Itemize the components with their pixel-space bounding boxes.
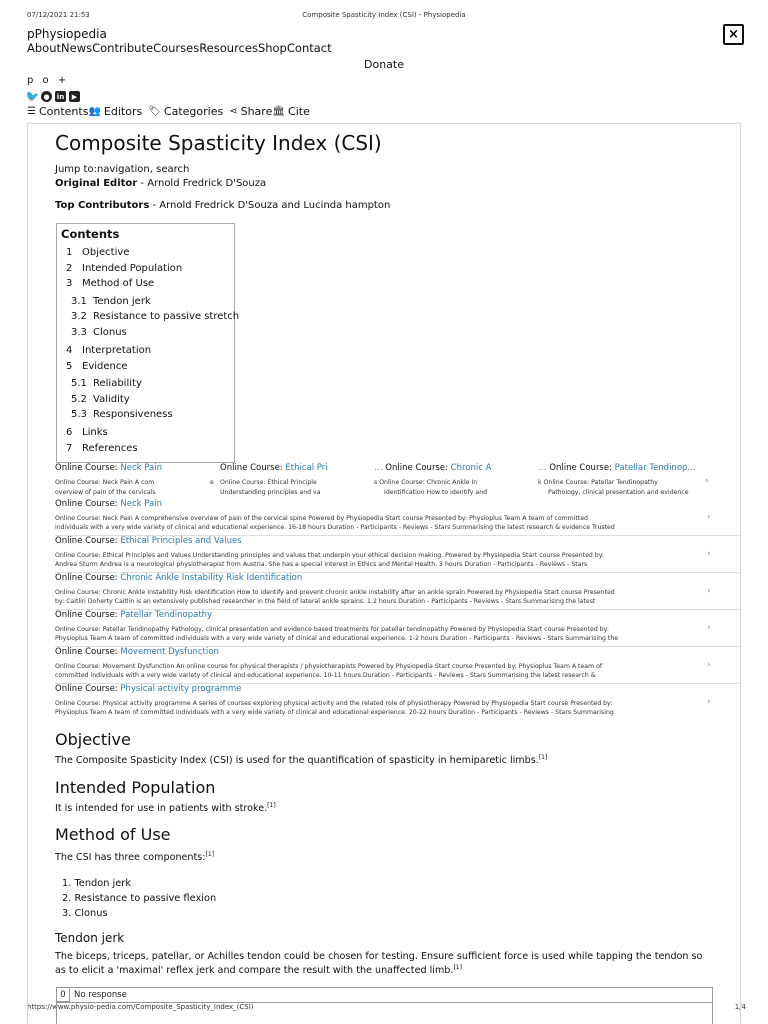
donate-link[interactable]: Donate [364,58,404,71]
objective-text: The Composite Spasticity Index (CSI) is used for the quantification of spasticity in hemiparetic limbs.[1] [55,754,548,766]
course-item-title[interactable]: Online Course: Chronic Ankle Instability Risk Identification [55,573,303,583]
section-heading-method: Method of Use [55,825,171,844]
carousel-card[interactable]: ... Online Course: Chronic A [374,463,492,473]
course-item-text: Online Course: Patellar Tendinopathy Pathology, clinical presentation and evidence based treatments for patellar tendinopathy Powered by Physiopedia Start course Presented by: [55,626,609,633]
carousel-card[interactable]: Online Course: Neck Pain [55,463,162,473]
reference-link[interactable]: [1] [538,754,548,761]
nav-resources[interactable]: Resources [199,41,258,55]
nav-courses[interactable]: Courses [153,41,200,55]
share-label: Share [240,105,273,118]
carousel-card[interactable]: ... Online Course: Patellar Tendinop... [538,463,696,473]
method-text: The CSI has three components:[1] [55,851,215,863]
tendon-text: The biceps, triceps, patellar, or Achilles tendon could be chosen for testing. Ensure sufficient force is used while tapping the tendon so as to elicit a 'maximal' reflex jerk and compare the result with the unaffected limb.[1] [55,951,703,976]
toc-title: Contents [61,227,120,241]
categories-button[interactable] [148,105,223,118]
carousel-snippet: Online Course: Neck Pain A com [55,479,155,486]
course-item-text: Online Course: Physical activity programme A series of courses exploring physical activity and the related role of physiotherapy Powered by Physiopedia Start course Presented by: [55,700,613,707]
chevron-right-icon[interactable]: › [707,549,711,559]
original-editor: Original Editor - Arnold Fredrick D'Souza [55,178,267,189]
carousel-snippet: Online Course: Ethical Principle [220,479,317,486]
toc-item[interactable]: 5.2 Validity [71,394,130,405]
section-heading-objective: Objective [55,730,131,749]
close-icon: × [728,27,739,42]
toc-item[interactable]: 5 Evidence [66,361,128,372]
toc-item[interactable]: 3 Method of Use [66,278,155,289]
close-button[interactable] [723,24,744,45]
course-item-text: Online Course: Movement Dysfunction An online course for physical therapists / physiotherapists Powered by Physiopedia Start course Presented by: Physioplus Team A team of [55,663,603,670]
share-button[interactable] [229,105,272,118]
carousel-snippet: overview of pain of the cervicals [55,489,156,496]
site-logo-text[interactable]: pPhysiopedia [27,27,107,41]
reference-link[interactable]: [1] [267,802,276,809]
chevron-right-icon[interactable]: › [707,512,711,522]
table-cell-description: No response [74,990,127,1000]
misc-controls[interactable]: p o + [27,75,70,86]
carousel-separator: e [210,479,214,486]
course-item-text: Online Course: Chronic Ankle Instability Risk Identification How to identify and prevent chronic ankle instability after an ankle sprain Powered by Physiopedia Start course Presented [55,589,615,596]
toc-item[interactable]: 5.1 Reliability [71,378,142,389]
carousel-snippet: Understanding principles and va [220,489,321,496]
main-nav [27,41,332,55]
carousel-snippet: s Online Course: Chronic Ankle In [374,479,478,486]
nav-shop[interactable]: Shop [257,41,287,55]
toc-item[interactable]: 3.1 Tendon jerk [71,296,151,307]
components-list [62,876,216,921]
chevron-right-icon[interactable]: › [707,623,711,633]
course-item-text: committed individuals with a very wide variety of clinical and educational experience. 10-11 hours Duration - Participants - Reviews - Stars Summarising the latest research & [55,672,596,679]
cite-label: Cite [288,105,310,118]
chevron-right-icon[interactable]: › [705,476,709,486]
tags-icon: 🏷 [148,106,161,117]
print-page-number: 1/4 [734,1003,746,1011]
list-item: 3. Clonus [62,906,216,921]
nav-contact[interactable]: Contact [286,41,332,55]
contents-label: Contents [38,105,89,118]
carousel-snippet: Pathology, clinical presentation and evidence [548,489,689,496]
toc-item[interactable]: 5.3 Responsiveness [71,409,173,420]
nav-contribute[interactable]: Contribute [92,41,154,55]
course-item-text: Physioplus Team A team of committed individuals with a very wide variety of clinical and educational experience. 20-22 hours Duration - Participants - Reviews - Stars Summarising [55,709,614,716]
course-item-text: Online Course: Ethical Principles and Values Understanding principles and values that underpin your ethical decision making. Powered by Physiopedia Start course Presented by: [55,552,605,559]
editors-button[interactable] [88,105,142,118]
cite-button[interactable] [272,105,310,118]
population-text: It is intended for use in patients with stroke.[1] [55,802,276,814]
toc-item[interactable]: 2 Intended Population [66,263,183,274]
nav-about[interactable]: About [27,41,62,55]
score-table [56,987,713,1024]
reference-link[interactable]: [1] [453,964,462,971]
course-item-text: individuals with a very wide variety of clinical and educational experience. 16-18 hours Duration - Participants - Reviews - Stars Summarising the latest research & evidence Trusted [55,524,615,531]
section-heading-population: Intended Population [55,778,216,797]
course-item-text: by: Caitlin Doherty Caitlin is an extensively published researcher in the field of lateral ankle sprains. 1.2 hours Duration - Participants - Reviews - Stars Summarising the latest [55,598,596,605]
social-links [27,91,80,102]
twitter-icon[interactable]: 🐦 [25,90,40,103]
chevron-right-icon[interactable]: › [707,660,711,670]
list-item: 2. Resistance to passive flexion [62,891,216,906]
linkedin-icon[interactable]: in [56,92,65,101]
print-url: https://www.physio-pedia.com/Composite_Spasticity_Index_(CSI) [27,1003,254,1011]
course-item-title[interactable]: Online Course: Physical activity programme [55,684,242,694]
chevron-right-icon[interactable]: › [707,586,711,596]
course-item-title[interactable]: Online Course: Patellar Tendinopathy [55,610,213,620]
share-icon: ⋖ [229,106,238,117]
jump-links[interactable]: Jump to:navigation, search [55,164,190,175]
list-item: 1. Tendon jerk [62,876,216,891]
toc-item[interactable]: 7 References [66,443,138,454]
categories-label: Categories [163,105,224,118]
institution-icon: 🏛 [272,106,286,117]
print-date: 07/12/2021 21:53 [27,11,90,19]
carousel-snippet: Identification How to identify and [384,489,488,496]
chevron-right-icon[interactable]: › [707,697,711,707]
toc-item[interactable]: 3.3 Clonus [71,327,127,338]
page-toolbar [27,105,310,118]
reference-link[interactable]: [1] [205,851,215,858]
course-item-title[interactable]: Online Course: Ethical Principles and Values [55,536,242,546]
youtube-icon[interactable]: ▶ [69,91,80,102]
nav-news[interactable]: News [61,41,93,55]
subsection-heading-tendon-jerk: Tendon jerk [55,931,125,945]
print-title: Composite Spasticity Index (CSI) - Physiopedia [302,11,466,19]
course-item-text: Physioplus Team A team of committed individuals with a very wide variety of clinical and educational experience. 1-2 hours Duration - Participants - Reviews - Stars Summarising the [55,635,619,642]
users-icon: 👥 [88,106,101,117]
course-item-text: Andrea Sturm Andrea is a neurological physiotherapist from Austria. She has a special interest in Ethics and Mental Health. 3 hours Duration - Participants - Reviews - Stars [55,561,588,568]
editors-label: Editors [103,105,143,118]
course-item-text: Online Course: Neck Pain A comprehensive overview of pain of the cervical spine Powered by Physiopedia Start course Presented by: Physioplus Team A team of committed [55,515,588,522]
page-title: Composite Spasticity Index (CSI) [55,131,382,155]
course-item-title[interactable]: Online Course: Neck Pain [55,499,162,509]
list-icon: ☰ [27,106,36,117]
toc-item[interactable]: 6 Links [66,427,108,438]
contents-button[interactable] [27,105,88,118]
toc-item[interactable]: 1 Objective [66,247,130,258]
course-item-title[interactable]: Online Course: Movement Dysfunction [55,647,219,657]
table-cell-score: 0 [57,988,70,1002]
carousel-snippet: k Online Course: Patellar Tendinopathy [538,479,658,486]
table-of-contents [56,223,240,463]
toc-item[interactable]: 3.2 Resistance to passive stretch [71,311,240,322]
toc-item[interactable]: 4 Interpretation [66,345,152,356]
github-icon[interactable]: ● [41,91,52,102]
carousel-card[interactable]: Online Course: Ethical Pri [220,463,328,473]
top-contributors: Top Contributors - Arnold Fredrick D'Souza and Lucinda hampton [55,200,391,211]
